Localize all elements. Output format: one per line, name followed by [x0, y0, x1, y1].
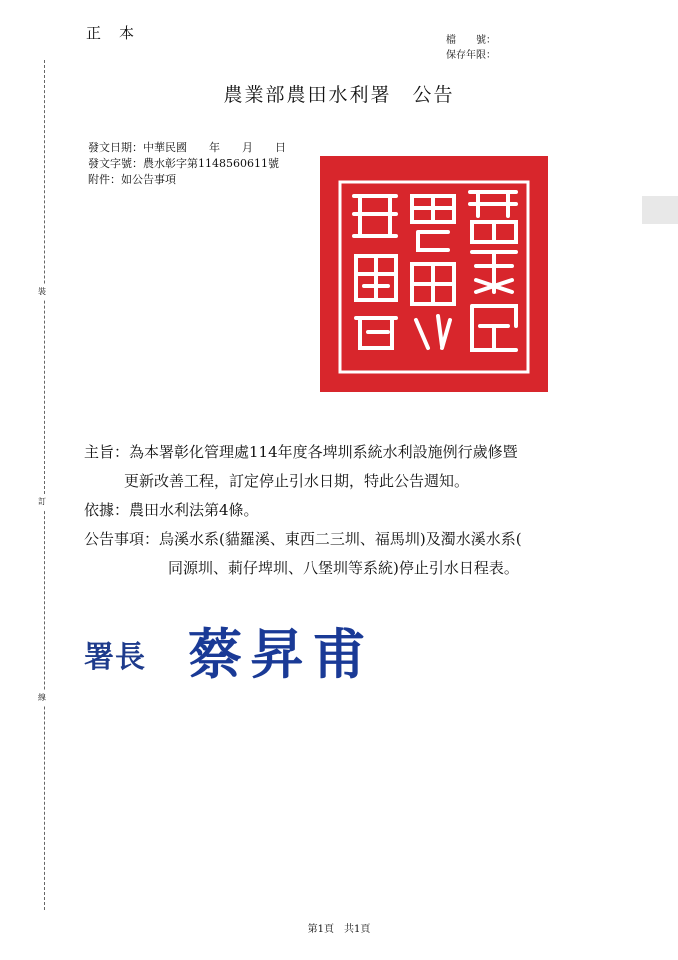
subject-text-line-2: 更新改善工程，訂定停止引水日期，特此公告週知。 [124, 472, 470, 490]
basis-label: 依據： [84, 501, 130, 519]
file-number-label: 檔 號： [446, 35, 496, 46]
subject-label: 主旨： [84, 443, 130, 461]
basis-row [84, 496, 259, 525]
binding-mark-1: 裝 [38, 284, 46, 299]
scan-shadow [642, 196, 678, 224]
notice-text-line-1: 烏溪水系(貓羅溪、東西二三圳、福馬圳)及濁水溪水系( [159, 530, 522, 548]
subject-row-1 [84, 438, 518, 467]
document-number: 發文字號：農水彰字第1148560611號 [88, 157, 279, 170]
notice-text-line-2: 同源圳、莿仔埤圳、八堡圳等系統)停止引水日程表。 [168, 559, 519, 577]
signatory-title: 署長 [84, 640, 146, 675]
subject-text-line-1: 為本署彰化管理處114年度各埤圳系統水利設施例行歲修暨 [129, 443, 518, 461]
document-title: 農業部農田水利署 公告 [223, 84, 455, 106]
page-footer: 第1頁 共1頁 [307, 924, 371, 935]
basis-text: 農田水利法第4條。 [129, 501, 259, 519]
retention-period-label: 保存年限： [446, 50, 496, 61]
notice-row-1 [84, 525, 522, 554]
official-seal-icon [320, 156, 548, 392]
binding-mark-2: 訂 [38, 494, 46, 509]
signatory-name: 蔡昇甫 [188, 622, 374, 686]
attachment-line: 附件：如公告事項 [88, 173, 176, 186]
notice-label: 公告事項： [84, 530, 160, 548]
issue-date: 發文日期：中華民國 年 月 日 [88, 141, 286, 154]
binding-mark-3: 線 [38, 690, 46, 705]
binding-line [44, 60, 45, 910]
copy-label: 正本 [86, 24, 153, 42]
